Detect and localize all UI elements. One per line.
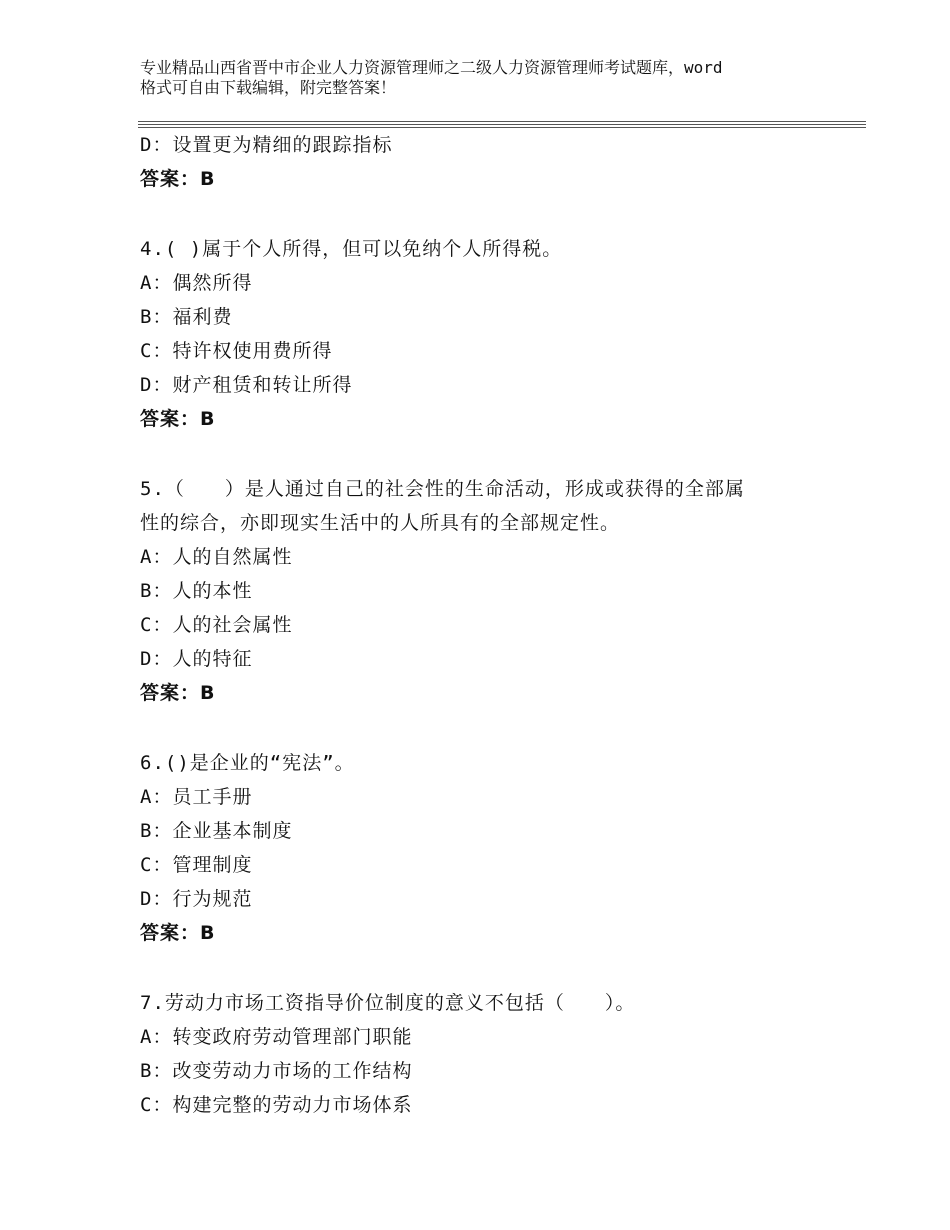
answer-label: 答案：B (140, 682, 216, 704)
question-stem-continued: 性的综合，亦即现实生活中的人所具有的全部规定性。 (140, 512, 621, 534)
option-d: D：行为规范 (140, 888, 253, 910)
question-stem: 7.劳动力市场工资指导价位制度的意义不包括（ ）。 (140, 992, 636, 1014)
option-b: B：企业基本制度 (140, 820, 293, 842)
option-b: B：改变劳动力市场的工作结构 (140, 1060, 413, 1082)
question-stem: 5.（ ）是人通过自己的社会性的生命活动，形成或获得的全部属 (140, 478, 745, 500)
option-a: A：偶然所得 (140, 272, 253, 294)
question-stem: 6.()是企业的“宪法”。 (140, 752, 355, 774)
document-header (140, 58, 840, 98)
option-c: C：管理制度 (140, 854, 253, 876)
option-c: C：特许权使用费所得 (140, 340, 333, 362)
answer-label: 答案：B (140, 168, 216, 190)
option-c: C：构建完整的劳动力市场体系 (140, 1094, 413, 1116)
option-a: A：员工手册 (140, 786, 253, 808)
answer-label: 答案：B (140, 922, 216, 944)
header-line-2: 格式可自由下载编辑，附完整答案！ (140, 78, 397, 97)
header-line-1: 专业精品山西省晋中市企业人力资源管理师之二级人力资源管理师考试题库，word (140, 58, 723, 77)
option-a: A：人的自然属性 (140, 546, 293, 568)
option-c: C：人的社会属性 (140, 614, 293, 636)
question-stem: 4.( )属于个人所得，但可以免纳个人所得税。 (140, 238, 563, 260)
option-b: B：人的本性 (140, 580, 253, 602)
option-a: A：转变政府劳动管理部门职能 (140, 1026, 413, 1048)
question-list (140, 128, 840, 1122)
header-divider (138, 121, 866, 122)
answer-label: 答案：B (140, 408, 216, 430)
option-d: D：财产租赁和转让所得 (140, 374, 353, 396)
header-divider (138, 124, 866, 125)
option-b: B：福利费 (140, 306, 233, 328)
option-d: D：设置更为精细的跟踪指标 (140, 134, 393, 156)
option-d: D：人的特征 (140, 648, 253, 670)
